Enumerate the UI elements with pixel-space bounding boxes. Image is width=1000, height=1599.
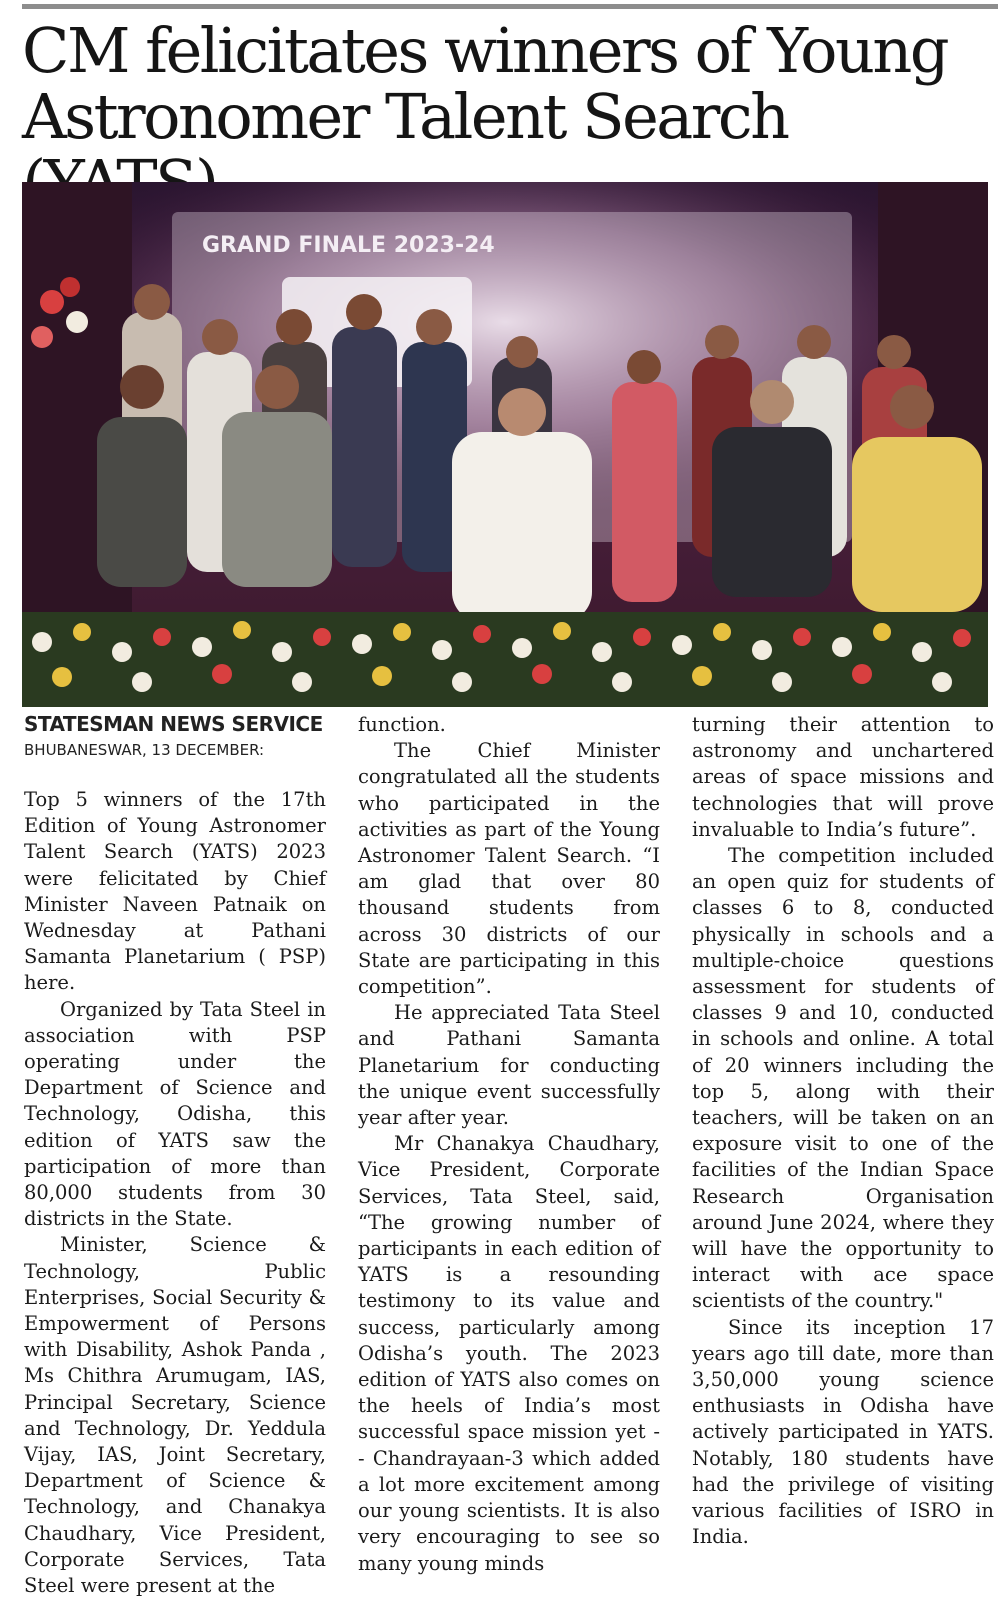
column-1 [24, 787, 326, 1599]
paragraph: The competition included an open quiz for students of classes 6 to 8, conducted physically in schools and a multiple-choice questions assessment for students of classes 9 and 10, conducted in schools and online. A total of 20 winners including the top 5, along with their teachers, will be taken on an exposure visit to one of the facilities of the Indian Space Research Organisation around June 2024, where they will have the opportunity to interact with ace space scientists of the country." [692, 844, 994, 1313]
headline: CM felicitates winners of Young Astronomer Talent Search [22, 14, 948, 153]
byline: STATESMAN NEWS SERVICE [24, 712, 323, 736]
paragraph: Mr Chanakya Chaudhary, Vice President, Corporate Services, Tata Steel, said, “The growing number of participants in each edition of YATS is a resounding testimony to its value and success, particularly among Odisha’s youth. The 2023 edition of YATS also comes on the heels of India’s most successful space mission yet -- Chandrayaan-3 which added a lot more excitement among our young scientists. It is also very encouraging to see so many young minds [358, 1132, 660, 1575]
column-2 [358, 712, 660, 1577]
paragraph: The Chief Minister congratulated all the students who participated in the activities as part of the Young Astronomer Talent Search. “I am glad that over 80 thousand students from across 30 districts of our State are participating in this competition”. [358, 739, 660, 999]
column-3 [692, 712, 994, 1551]
event-photo [22, 182, 988, 707]
top-rule [22, 4, 998, 9]
dateline: BHUBANESWAR, 13 DECEMBER: [24, 741, 265, 759]
paragraph: turning their attention to astronomy and unchartered areas of space missions and technologies that will prove invaluable to India’s future”. [692, 713, 994, 841]
paragraph: Organized by Tata Steel in association with PSP operating under the Department of Science and Technology, Odisha, this edition of YATS saw the participation of more than 80,000 students from 30 districts in the State. [24, 997, 326, 1231]
paragraph: He appreciated Tata Steel and Pathani Samanta Planetarium for conducting the unique event successfully year after year. [358, 1001, 660, 1130]
paragraph: function. [358, 713, 446, 736]
paragraph: Minister, Science & Technology, Public Enterprises, Social Security & Empowerment of Persons with Disability, Ashok Panda , Ms Chithra Arumugam, IAS, Principal Secretary, Science and Technology, Dr. Yeddula Vijay, IAS, Joint Secretary, Department of Science & Technology, and Chanakya Chaudhary, Vice President, Corporate Services, Tata Steel were present at the [24, 1233, 326, 1598]
banner-text: GRAND FINALE 2023-24 [202, 233, 495, 258]
paragraph: Since its inception 17 years ago till date, more than 3,50,000 young science enthusiasts in Odisha have actively participated in YATS. Notably, 180 students have had the privilege of visiting various facilities of ISRO in India. [692, 1315, 994, 1549]
paragraph: Top 5 winners of the 17th Edition of Young Astronomer Talent Search (YATS) 2023 were felicitated by Chief Minister Naveen Patnaik on Wednesday at Pathani Samanta Planetarium ( PSP) here. [24, 788, 326, 995]
